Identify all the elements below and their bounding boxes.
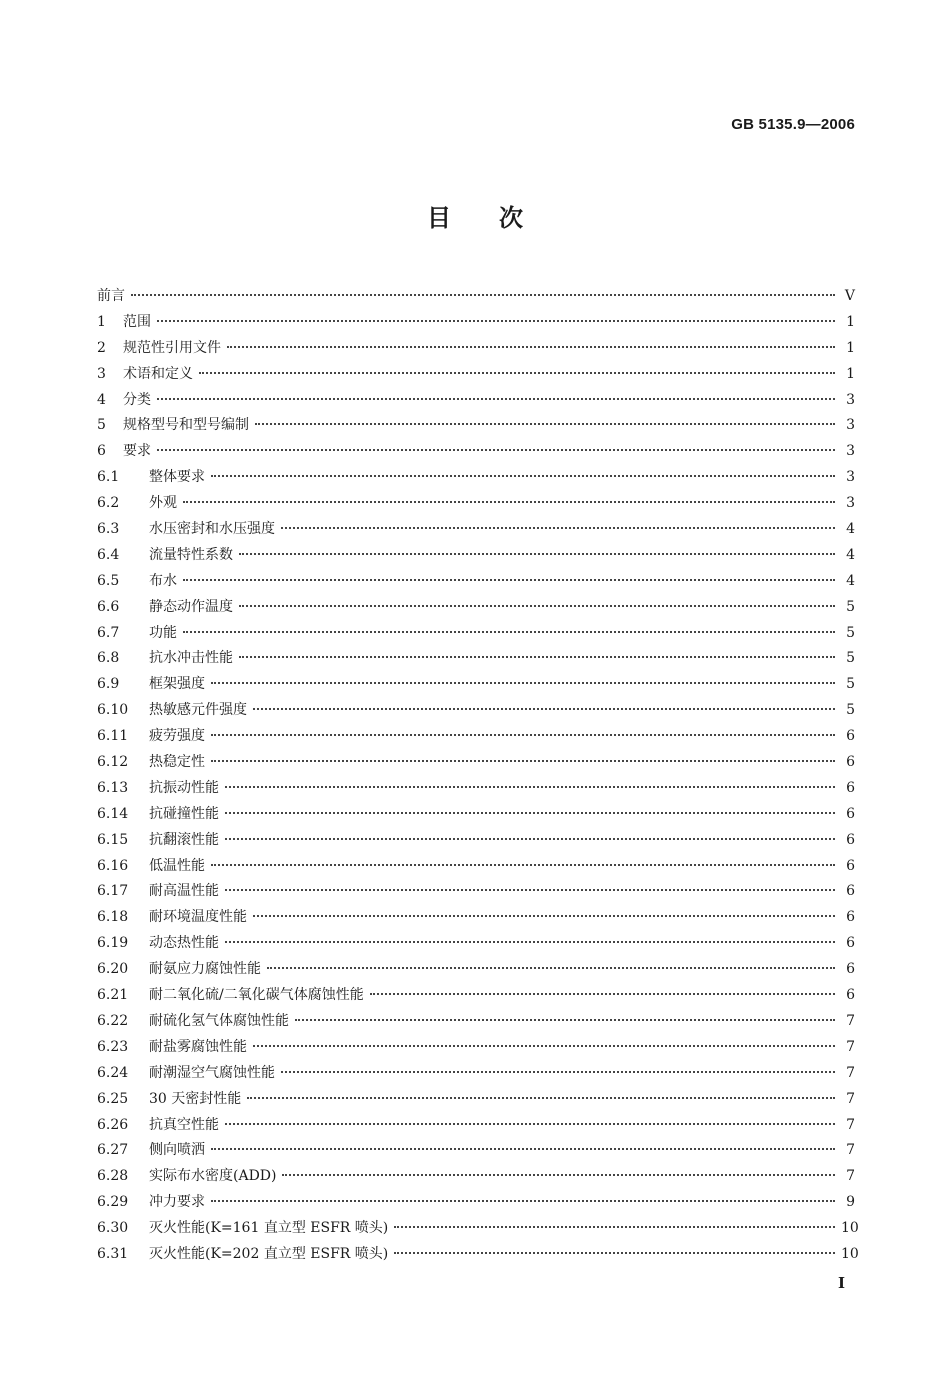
dot-leader	[281, 527, 835, 529]
toc-entry-number: 6.15	[97, 831, 129, 848]
dot-leader	[255, 423, 835, 425]
dot-leader	[370, 993, 835, 995]
toc-entry[interactable]	[97, 957, 855, 983]
toc-entry[interactable]	[97, 776, 855, 802]
dot-leader	[225, 812, 835, 814]
toc-entry-number: 4	[97, 391, 106, 408]
toc-entry-label: 耐环境温度性能	[149, 909, 247, 926]
toc-entry-number: 6.25	[97, 1090, 129, 1107]
toc-entry-label: 功能	[149, 624, 177, 641]
toc-entry-label: 抗水冲击性能	[149, 650, 233, 667]
toc-entry-label: 要求	[123, 443, 151, 460]
dot-leader	[267, 967, 835, 969]
dot-leader	[183, 631, 835, 633]
toc-entry-page: 7	[846, 1064, 855, 1081]
toc-entry-number: 6.26	[97, 1116, 129, 1133]
toc-entry[interactable]	[97, 1216, 859, 1242]
dot-leader	[211, 682, 835, 684]
page-title: 目次	[427, 204, 571, 232]
toc-entry-label: 框架强度	[149, 676, 205, 693]
toc-entry-page: 1	[846, 365, 855, 382]
toc-entry-page: 5	[846, 598, 855, 615]
toc-entry-label: 流量特性系数	[149, 546, 233, 563]
toc-entry-number: 1	[97, 313, 106, 330]
toc-entry-page: 5	[846, 650, 855, 667]
dot-leader	[247, 1097, 835, 1099]
toc-entry-page: 7	[846, 1116, 855, 1133]
toc-entry-number: 6.30	[97, 1220, 129, 1237]
toc-entry-page: 6	[846, 754, 855, 771]
toc-entry-number: 6.31	[97, 1245, 129, 1262]
toc-entry-number: 6.29	[97, 1194, 129, 1211]
toc-entry-label: 热稳定性	[149, 754, 205, 771]
toc-entry-page: 6	[846, 909, 855, 926]
toc-entry-page: 1	[846, 339, 855, 356]
toc-entry-label: 水压密封和水压强度	[149, 521, 275, 538]
toc-entry-page: 6	[846, 857, 855, 874]
toc-entry-number: 5	[97, 417, 106, 434]
toc-entry[interactable]	[97, 1035, 855, 1061]
toc-entry[interactable]	[97, 646, 855, 672]
toc-entry[interactable]	[97, 569, 855, 595]
toc-entry-page: 7	[846, 1090, 855, 1107]
toc-entry-label: 30 天密封性能	[149, 1090, 242, 1107]
toc-entry-page: 4	[846, 572, 855, 589]
toc-entry-label: 整体要求	[149, 469, 205, 486]
dot-leader	[253, 915, 835, 917]
toc-entry-page: 7	[846, 1038, 855, 1055]
dot-leader	[211, 864, 835, 866]
toc-entry[interactable]	[97, 362, 855, 388]
toc-entry-number: 6.17	[97, 883, 129, 900]
toc-entry-label: 实际布水密度(ADD)	[149, 1168, 277, 1185]
toc-entry-page: 5	[846, 702, 855, 719]
toc-entry-page: 6	[846, 805, 855, 822]
toc-entry-label: 耐硫化氢气体腐蚀性能	[149, 1012, 289, 1029]
dot-leader	[227, 346, 835, 348]
toc-entry-number: 6.7	[97, 624, 120, 641]
dot-leader	[282, 1174, 835, 1176]
toc-entry-page: 9	[846, 1194, 855, 1211]
toc-entry-number: 6.11	[97, 728, 129, 745]
toc-entry[interactable]	[97, 828, 855, 854]
toc-entry-number: 6.27	[97, 1142, 129, 1159]
toc-entry-page: 10	[841, 1220, 859, 1237]
toc-entry-number: 6.28	[97, 1168, 129, 1185]
toc-entry-page: 6	[846, 883, 855, 900]
dot-leader	[225, 786, 835, 788]
toc-entry-label: 抗翻滚性能	[149, 831, 219, 848]
toc-entry-page: 5	[846, 624, 855, 641]
dot-leader	[253, 708, 835, 710]
toc-entry-number: 6.9	[97, 676, 120, 693]
toc-entry-number: 6.12	[97, 754, 129, 771]
toc-entry-page: 6	[846, 728, 855, 745]
toc-entry-number: 6.21	[97, 987, 129, 1004]
toc-entry-label: 侧向喷洒	[149, 1142, 205, 1159]
dot-leader	[239, 553, 835, 555]
toc-entry-label: 静态动作温度	[149, 598, 233, 615]
standard-code: GB 5135.9—2006	[731, 116, 855, 133]
toc-entry[interactable]	[97, 698, 855, 724]
toc-entry[interactable]	[97, 621, 855, 647]
toc-entry-number: 6.10	[97, 702, 129, 719]
toc-entry[interactable]	[97, 1190, 855, 1216]
dot-leader	[225, 1123, 835, 1125]
dot-leader	[394, 1226, 835, 1228]
toc-entry-page: 7	[846, 1142, 855, 1159]
toc-entry[interactable]	[97, 284, 855, 310]
toc-entry[interactable]	[97, 905, 855, 931]
dot-leader	[281, 1071, 835, 1073]
dot-leader	[131, 294, 835, 296]
toc-entry-page: 4	[846, 521, 855, 538]
dot-leader	[157, 449, 835, 451]
toc-entry-number: 6	[97, 443, 106, 460]
toc-entry-number: 6.4	[97, 546, 120, 563]
toc-entry-number: 6.22	[97, 1012, 129, 1029]
toc-entry-label: 耐潮湿空气腐蚀性能	[149, 1064, 275, 1081]
toc-entry-page: 10	[841, 1245, 859, 1262]
toc-entry[interactable]	[97, 491, 855, 517]
toc-entry-number: 6.16	[97, 857, 129, 874]
toc-entry-page: 5	[846, 676, 855, 693]
toc-entry-label: 动态热性能	[149, 935, 219, 952]
toc-entry-number: 2	[97, 339, 106, 356]
toc-entry-label: 规格型号和型号编制	[123, 417, 249, 434]
toc-entry-number: 6.19	[97, 935, 129, 952]
toc-entry-label: 疲劳强度	[149, 728, 205, 745]
toc-entry-number: 6.20	[97, 961, 129, 978]
dot-leader	[239, 656, 835, 658]
dot-leader	[211, 1148, 835, 1150]
dot-leader	[211, 475, 835, 477]
toc-entry-page: 6	[846, 935, 855, 952]
toc-entry[interactable]	[97, 388, 855, 414]
dot-leader	[211, 1200, 835, 1202]
toc-entry-label: 术语和定义	[123, 365, 193, 382]
toc-entry[interactable]	[97, 465, 855, 491]
toc-entry[interactable]	[97, 517, 855, 543]
toc-entry-label: 规范性引用文件	[123, 339, 221, 356]
toc-entry-number: 6.1	[97, 469, 120, 486]
toc-entry-label: 耐氨应力腐蚀性能	[149, 961, 261, 978]
toc-entry-label: 布水	[149, 572, 177, 589]
toc-entry-label: 抗碰撞性能	[149, 805, 219, 822]
toc-entry-label: 耐二氧化硫/二氧化碳气体腐蚀性能	[149, 987, 364, 1004]
toc-entry-page: 6	[846, 779, 855, 796]
toc-entry-number: 6.5	[97, 572, 120, 589]
toc-entry-page: 6	[846, 961, 855, 978]
toc-entry[interactable]	[97, 310, 855, 336]
toc-entry-page: 3	[846, 417, 855, 434]
toc-entry[interactable]	[97, 1087, 855, 1113]
toc-entry-number: 6.18	[97, 909, 129, 926]
dot-leader	[239, 605, 835, 607]
table-of-contents	[97, 284, 859, 1268]
toc-entry-label: 分类	[123, 391, 151, 408]
toc-entry-number: 6.23	[97, 1038, 129, 1055]
toc-entry-page: 6	[846, 831, 855, 848]
dot-leader	[211, 734, 835, 736]
toc-entry[interactable]	[97, 439, 855, 465]
toc-entry-label: 灭火性能(K=202 直立型 ESFR 喷头)	[149, 1245, 389, 1262]
toc-entry[interactable]	[97, 931, 855, 957]
toc-entry[interactable]	[97, 595, 855, 621]
toc-entry-label: 耐盐雾腐蚀性能	[149, 1038, 247, 1055]
toc-entry-page: V	[844, 288, 855, 304]
toc-entry-number: 6.14	[97, 805, 129, 822]
toc-entry-label: 热敏感元件强度	[149, 702, 247, 719]
toc-entry[interactable]	[97, 672, 855, 698]
toc-entry-number: 6.13	[97, 779, 129, 796]
toc-entry[interactable]	[97, 802, 855, 828]
dot-leader	[211, 760, 835, 762]
toc-entry-number: 6.3	[97, 521, 120, 538]
toc-entry-page: 4	[846, 546, 855, 563]
toc-entry-label: 耐高温性能	[149, 883, 219, 900]
dot-leader	[183, 579, 835, 581]
toc-entry-label: 低温性能	[149, 857, 205, 874]
toc-entry-number: 3	[97, 365, 106, 382]
toc-entry[interactable]	[97, 854, 855, 880]
toc-entry[interactable]	[97, 1113, 855, 1139]
toc-entry[interactable]	[97, 724, 855, 750]
dot-leader	[253, 1045, 835, 1047]
toc-entry-label: 灭火性能(K=161 直立型 ESFR 喷头)	[149, 1220, 389, 1237]
dot-leader	[394, 1252, 835, 1254]
toc-entry-page: 3	[846, 391, 855, 408]
toc-entry[interactable]	[97, 1061, 855, 1087]
dot-leader	[225, 941, 835, 943]
toc-entry-page: 7	[846, 1012, 855, 1029]
toc-entry-page: 3	[846, 495, 855, 512]
dot-leader	[295, 1019, 835, 1021]
toc-entry[interactable]	[97, 1242, 859, 1268]
toc-entry-number: 6.2	[97, 495, 120, 512]
toc-entry-number: 6.24	[97, 1064, 129, 1081]
toc-entry[interactable]	[97, 543, 855, 569]
toc-entry-label: 抗真空性能	[149, 1116, 219, 1133]
toc-entry[interactable]	[97, 1164, 855, 1190]
toc-entry-label: 外观	[149, 495, 177, 512]
toc-entry[interactable]	[97, 413, 855, 439]
toc-entry-page: 3	[846, 469, 855, 486]
toc-entry[interactable]	[97, 1009, 855, 1035]
toc-entry-page: 6	[846, 987, 855, 1004]
toc-entry-number: 6.8	[97, 650, 120, 667]
toc-entry-page: 3	[846, 443, 855, 460]
toc-entry-page: 1	[846, 313, 855, 330]
dot-leader	[183, 501, 835, 503]
toc-entry-number: 6.6	[97, 598, 120, 615]
toc-entry-label: 冲力要求	[149, 1194, 205, 1211]
toc-entry[interactable]	[97, 983, 855, 1009]
toc-entry[interactable]	[97, 336, 855, 362]
dot-leader	[225, 889, 835, 891]
toc-entry-label: 前言	[97, 288, 125, 304]
toc-entry[interactable]	[97, 1138, 855, 1164]
dot-leader	[157, 398, 835, 400]
toc-entry-label: 抗振动性能	[149, 779, 219, 796]
dot-leader	[157, 320, 835, 322]
toc-entry-label: 范围	[123, 313, 151, 330]
toc-entry[interactable]	[97, 750, 855, 776]
page-number: I	[837, 1274, 845, 1292]
dot-leader	[225, 838, 835, 840]
toc-entry[interactable]	[97, 879, 855, 905]
toc-entry-page: 7	[846, 1168, 855, 1185]
dot-leader	[199, 372, 835, 374]
